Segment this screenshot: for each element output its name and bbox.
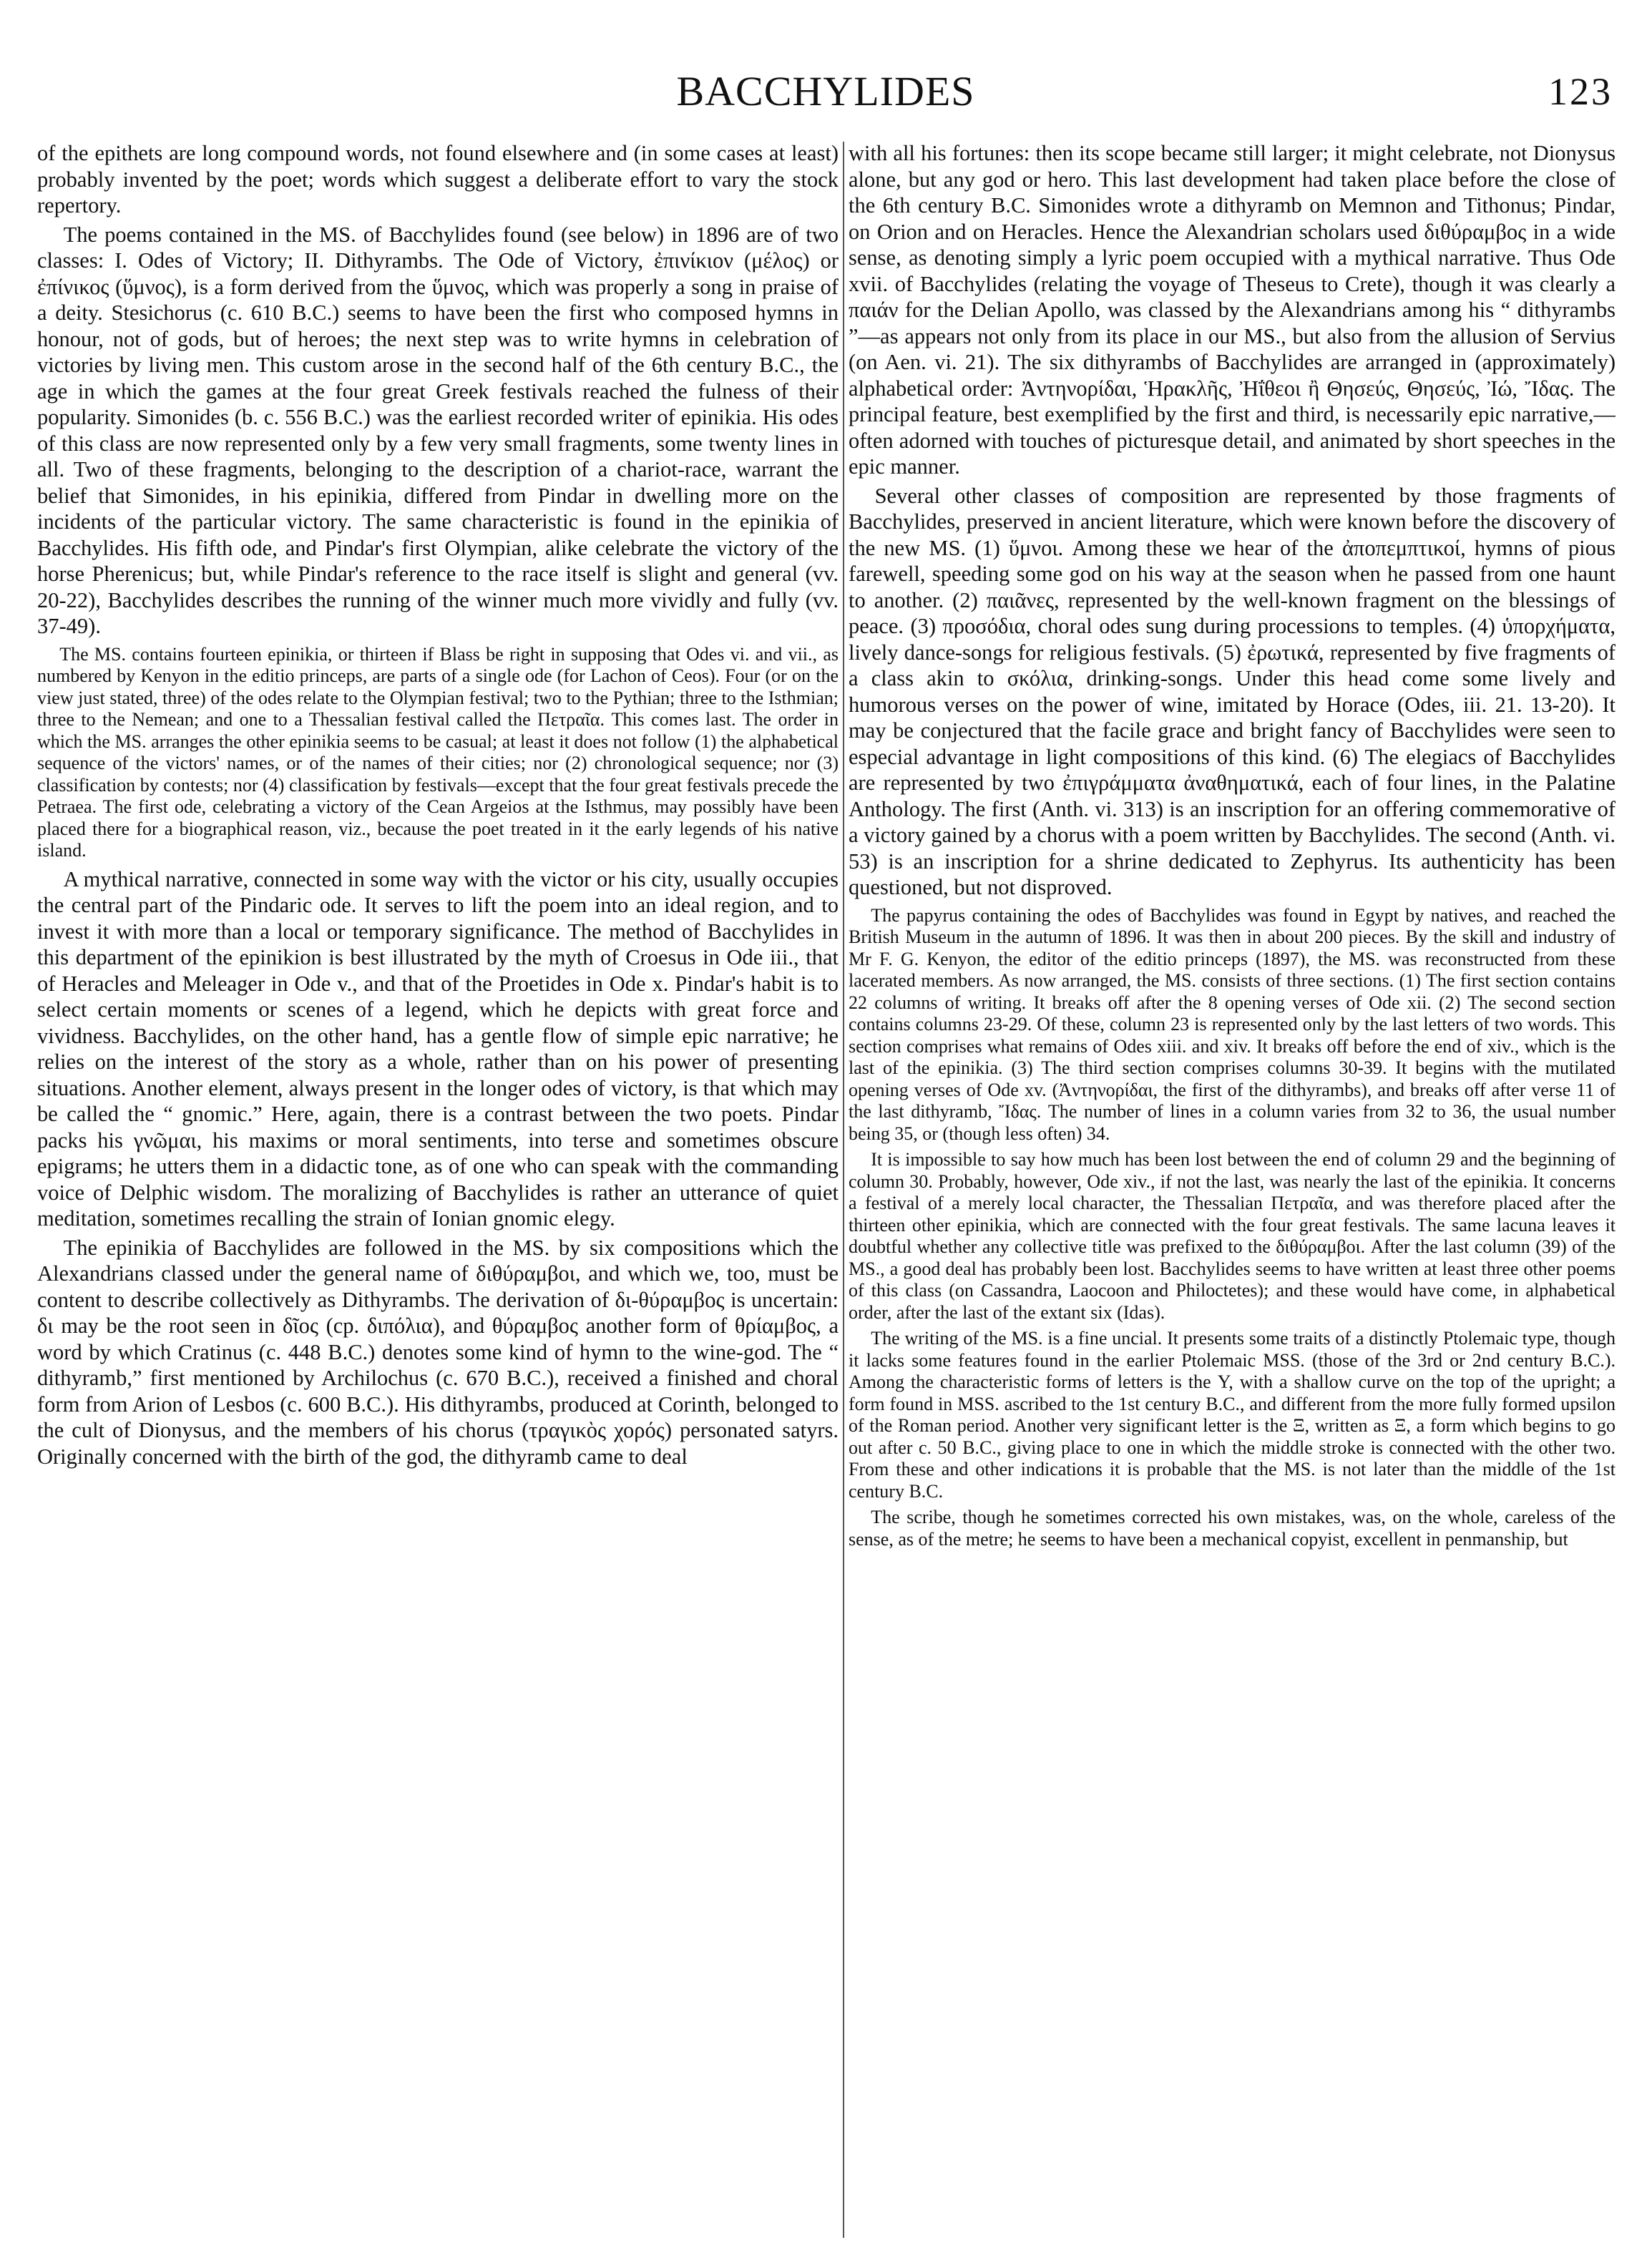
running-head: BACCHYLIDES <box>676 68 975 114</box>
page-number: 123 <box>1548 70 1613 113</box>
small-print-paragraph: The papyrus containing the odes of Bacchylides was found in Egypt by natives, and reached the British Museum in the autumn of 1896. It was then in about 200 pieces. By the skill and industry of Mr F. G. Kenyon, the editor of the editio princeps (1897), the MS. was reconstructed from these lacerated members. As now arranged, the MS. consists of three sections. (1) The first section contains 22 columns of writing. It breaks off after the 8 opening verses of Ode xii. (2) The second section contains columns 23-29. Of these, column 23 is represented only by the last letters of two words. This section comprises what remains of Odes xiii. and xiv. It breaks off before the end of xiv., which is the last of the epinikia. (3) The third section comprises columns 30-39. It begins with the mutilated opening verses of Ode xv. (Ἀντηνορίδαι, the first of the dithyrambs), and breaks off after verse 11 of the last dithyramb, Ἴδας. The number of lines in a column varies from 32 to 36, the usual number being 35, or (though less often) 34. <box>849 904 1616 1144</box>
small-print-paragraph: The MS. contains fourteen epinikia, or thirteen if Blass be right in supposing that Odes vi. and vii., as numbered by Kenyon in the editio princeps, are parts of a single ode (for Lachon of Ceos). Four (or on the view just stated, three) of the odes relate to the Olympian festival; two to the Pythian; three to the Isthmian; three to the Nemean; and one to a Thessalian festival called the Πετραῖα. This comes last. The order in which the MS. arranges the other epinikia seems to be casual; at least it does not follow (1) the alphabetical sequence of the victors' names, or of the names of their cities; nor (2) chronological sequence; nor (3) classification by contests; nor (4) classification by festivals—except that the four great festivals precede the Petraea. The first ode, celebrating a victory of the Cean Argeios at the Isthmus, may possibly have been placed there for a biographical reason, viz., because the poet treated in it the early legends of his native island. <box>37 643 839 861</box>
left-column <box>37 140 839 2244</box>
column-divider <box>843 142 844 2238</box>
paragraph: The poems contained in the MS. of Bacchylides found (see below) in 1896 are of two classes: I. Odes of Victory; II. Dithyrambs. The Ode of Victory, ἐπινίκιον (μέλος) or ἐπίνικος (ὕμνος), is a form derived from the ὕμνος, which was properly a song in praise of a deity. Stesichorus (c. 610 B.C.) seems to have been the first who composed hymns in honour, not of gods, but of heroes; the next step was to write hymns in celebration of victories by living men. This custom arose in the second half of the 6th century B.C., the age in which the games at the four great Greek festivals reached the fulness of their popularity. Simonides (b. c. 556 B.C.) was the earliest recorded writer of epinikia. His odes of this class are now represented only by a few very small fragments, some twenty lines in all. Two of these fragments, belonging to the description of a chariot-race, warrant the belief that Simonides, in his epinikia, differed from Pindar in dwelling more on the incidents of the particular victory. The same characteristic is found in the epinikia of Bacchylides. His fifth ode, and Pindar's first Olympian, alike celebrate the victory of the horse Pherenicus; but, while Pindar's reference to the race itself is slight and general (vv. 20-22), Bacchylides describes the running of the winner much more vividly and fully (vv. 37-49). <box>37 222 839 638</box>
paragraph: The epinikia of Bacchylides are followed in the MS. by six compositions which the Alexandrians classed under the general name of διθύραμβοι, and which we, too, must be content to describe collectively as Dithyrambs. The derivation of δι-θύραμβος is uncertain: δι may be the root seen in δῖος (cp. διπόλια), and θύραμβος another form of θρίαμβος, a word by which Cratinus (c. 448 B.C.) denotes some kind of hymn to the wine-god. The “ dithyramb,” first mentioned by Archilochus (c. 670 B.C.), received a finished and choral form from Arion of Lesbos (c. 600 B.C.). His dithyrambs, produced at Corinth, belonged to the cult of Dionysus, and the members of his chorus (τραγικὸς χορός) personated satyrs. Originally concerned with the birth of the god, the dithyramb came to deal <box>37 1235 839 1469</box>
small-print-paragraph: It is impossible to say how much has been lost between the end of column 29 and the beginning of column 30. Probably, however, Ode xiv., if not the last, was nearly the last of the epinikia. It concerns a festival of a merely local character, the Thessalian Πετραῖα, and was therefore placed after the thirteen other epinikia, which are connected with the four great festivals. The same lacuna leaves it doubtful whether any collective title was prefixed to the διθύραμβοι. After the last column (39) of the MS., a good deal has probably been lost. Bacchylides seems to have written at least three other poems of this class (on Cassandra, Laocoon and Philoctetes); and these would have come, in alphabetical order, after the last of the extant six (Idas). <box>849 1149 1616 1323</box>
paragraph: of the epithets are long compound words, not found elsewhere and (in some cases at least) probably invented by the poet; words which suggest a deliberate effort to vary the stock repertory. <box>37 141 839 217</box>
small-print-paragraph: The scribe, though he sometimes corrected his own mistakes, was, on the whole, careless of the sense, as of the metre; he seems to have been a mechanical copyist, excellent in penmanship, but <box>849 1507 1616 1550</box>
paragraph: with all his fortunes: then its scope became still larger; it might celebrate, not Dionysus alone, but any god or hero. This last development had taken place before the close of the 6th century B.C. Simonides wrote a dithyramb on Memnon and Tithonus; Pindar, on Orion and on Heracles. Hence the Alexandrian scholars used διθύραμβος in a wide sense, as denoting simply a lyric poem occupied with a mythical narrative. Thus Ode xvii. of Bacchylides (relating the voyage of Theseus to Crete), though it was clearly a παιάν for the Delian Apollo, was classed by the Alexandrians among his “ dithyrambs ”—as appears not only from its place in our MS., but also from the allusion of Servius (on Aen. vi. 21). The six dithyrambs of Bacchylides are arranged in (approximately) alphabetical order: Ἀντηνορίδαι, Ἡρακλῆς, Ἠΐθεοι ἢ Θησεύς, Θησεύς, Ἰώ, Ἴδας. The principal feature, best exemplified by the first and third, is necessarily epic narrative,—often adorned with touches of picturesque detail, and animated by short speeches in the epic manner. <box>849 141 1616 479</box>
paragraph: Several other classes of composition are represented by those fragments of Bacchylides, preserved in ancient literature, which were known before the discovery of the new MS. (1) ὕμνοι. Among these we hear of the ἀποπεμπτικοί, hymns of pious farewell, speeding some god on his way at the season when he passed from one haunt to another. (2) παιᾶνες, represented by the well-known fragment on the blessings of peace. (3) προσόδια, choral odes sung during processions to temples. (4) ὑπορχήματα, lively dance-songs for religious festivals. (5) ἐρωτικά, represented by five fragments of a class akin to σκόλια, drinking-songs. Under this head come some lively and humorous verses on the power of wine, imitated by Horace (Odes, iii. 21. 13-20). It may be conjectured that the facile grace and bright fancy of Bacchylides were seen to especial advantage in light compositions of this kind. (6) The elegiacs of Bacchylides are represented by two ἐπιγράμματα ἀναθηματικά, each of four lines, in the Palatine Anthology. The first (Anth. vi. 313) is an inscription for an offering commemorative of a victory gained by a chorus with a poem written by Bacchylides. The second (Anth. vi. 53) is an inscription for a shrine dedicated to Zephyrus. Its authenticity has been questioned, but not disproved. <box>849 483 1616 899</box>
right-column <box>849 140 1616 2244</box>
paragraph: A mythical narrative, connected in some way with the victor or his city, usually occupies the central part of the Pindaric ode. It serves to lift the poem into an ideal region, and to invest it with more than a local or temporary significance. The method of Bacchylides in this department of the epinikion is best illustrated by the myth of Croesus in Ode iii., that of Heracles and Meleager in Ode v., and that of the Proetides in Ode x. Pindar's habit is to select certain moments or scenes of a legend, which he depicts with great force and vividness. Bacchylides, on the other hand, has a gentle flow of simple epic narrative; he relies on the interest of the story as a whole, rather than on his power of presenting situations. Another element, always present in the longer odes of victory, is that which may be called the “ gnomic.” Here, again, there is a contrast between the two poets. Pindar packs his γνῶμαι, his maxims or moral sentiments, into terse and sometimes obscure epigrams; he utters them in a didactic tone, as of one who can speak with the commanding voice of Delphic wisdom. The moralizing of Bacchylides is rather an utterance of quiet meditation, sometimes recalling the strain of Ionian gnomic elegy. <box>37 866 839 1231</box>
page-header <box>39 63 1613 120</box>
small-print-paragraph: The writing of the MS. is a fine uncial. It presents some traits of a distinctly Ptolemaic type, though it lacks some features found in the earlier Ptolemaic MSS. (those of the 3rd or 2nd century B.C.). Among the characteristic forms of letters is the Υ, with a shallow curve on the top of the upright; a form found in MSS. ascribed to the 1st century B.C., and different from the more fully formed upsilon of the Roman period. Another very significant letter is the Ξ, written as Ξ, a form which begins to go out after c. 50 B.C., giving place to one in which the middle stroke is connected with the other two. From these and other indications it is probable that the MS. is not later than the middle of the 1st century B.C. <box>849 1328 1616 1502</box>
